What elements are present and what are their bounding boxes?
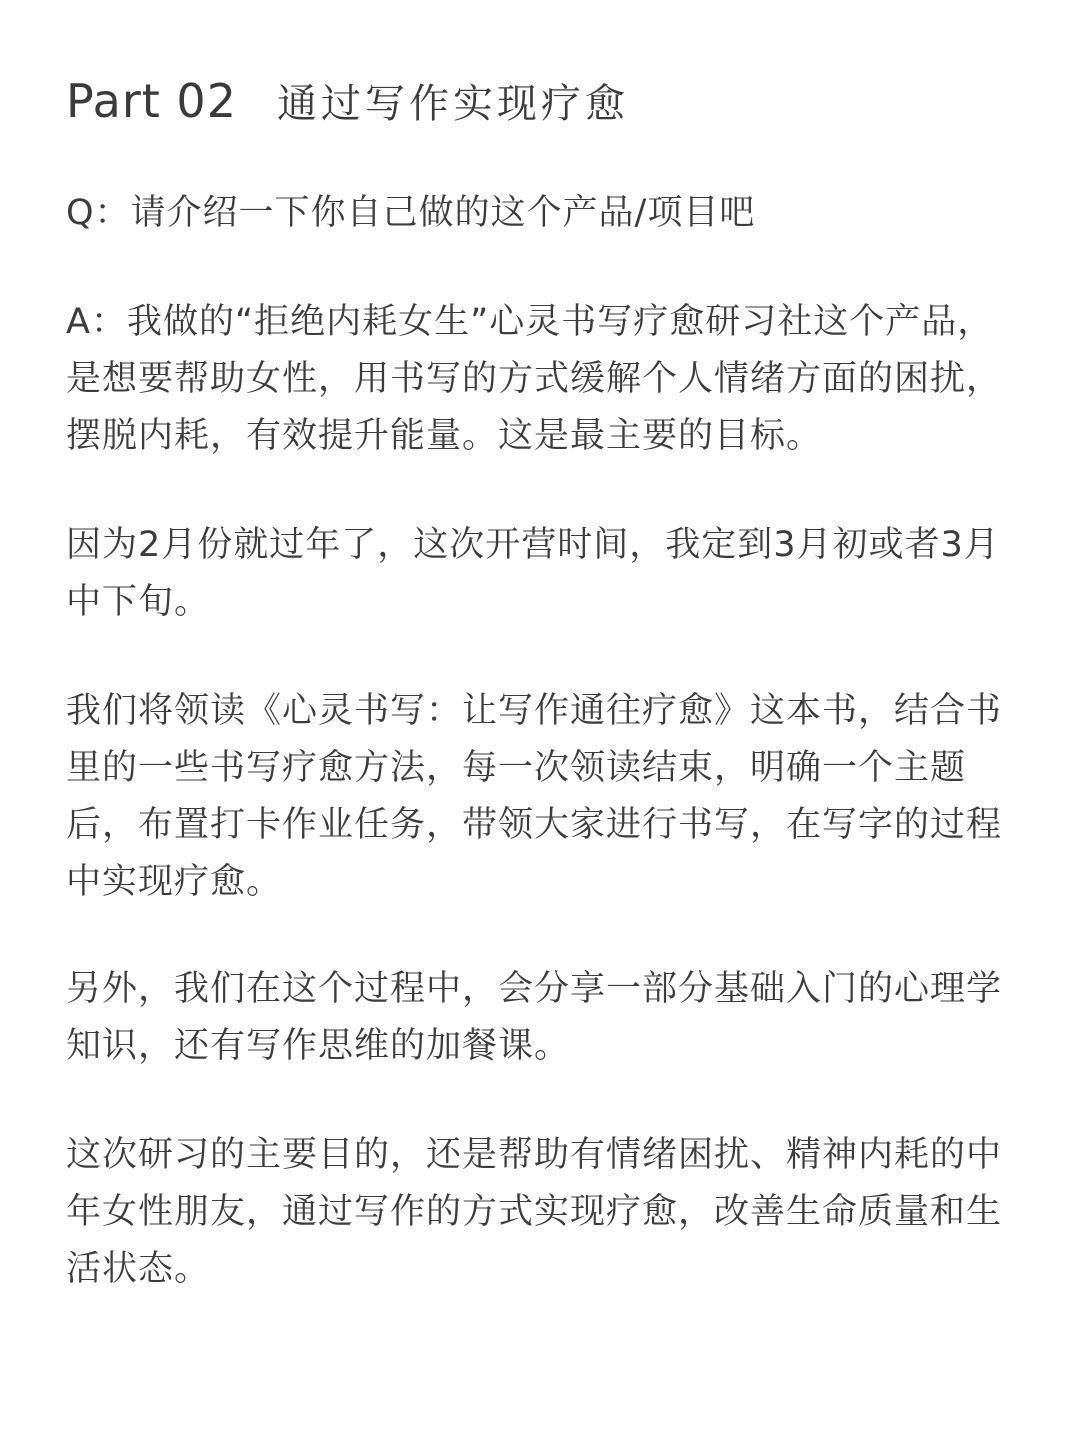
section-title: 通过写作实现疗愈 (276, 81, 629, 127)
answer-paragraph: A：我做的“拒绝内耗女生”心灵书写疗愈研习社这个产品，是想要帮助女性，用书写的方式缓解个人情绪方面的困扰，摆脱内耗，有效提升能量。这是最主要的目标。 (66, 302, 1003, 456)
section-heading (66, 72, 629, 129)
part-number: Part 02 (66, 74, 237, 128)
question-paragraph: Q：请介绍一下你自己做的这个产品/项目吧 (66, 193, 756, 233)
timing-paragraph: 因为2月份就过年了，这次开营时间，我定到3月初或者3月中下旬。 (66, 525, 1000, 622)
book-paragraph: 我们将领读《心灵书写：让写作通往疗愈》这本书，结合书里的一些书写疗愈方法，每一次领读结束，明确一个主题后，布置打卡作业任务，带领大家进行书写，在写字的过程中实现疗愈。 (66, 691, 1003, 902)
extra-content-paragraph: 另外，我们在这个过程中，会分享一部分基础入门的心理学知识，还有写作思维的加餐课。 (66, 969, 1003, 1066)
purpose-paragraph: 这次研习的主要目的，还是帮助有情绪困扰、精神内耗的中年女性朋友，通过写作的方式实现疗愈，改善生命质量和生活状态。 (66, 1135, 1003, 1289)
